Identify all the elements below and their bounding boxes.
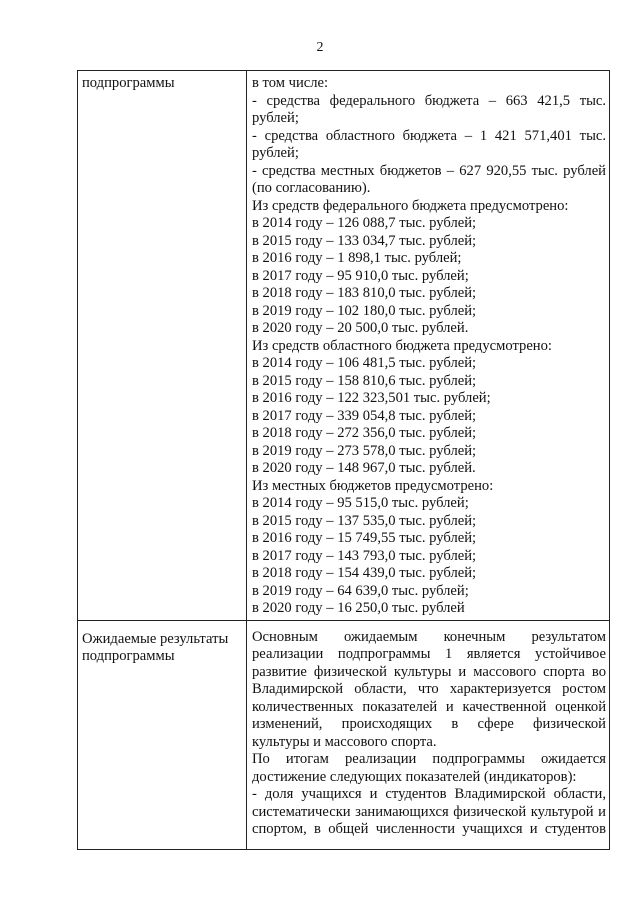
content-line: реализации подпрограммы 1 является устойчивое: [252, 646, 606, 662]
content-line: в 2019 году – 273 578,0 тыс. рублей;: [252, 442, 477, 459]
table-body: [78, 71, 610, 850]
content-line: Из средств федерального бюджета предусмотрено:: [252, 197, 569, 214]
content-line: количественных показателей и качественной оценкой: [252, 698, 606, 715]
row-label-line: подпрограммы: [82, 75, 175, 91]
content-line: в 2018 году – 183 810,0 тыс. рублей;: [252, 285, 477, 301]
content-line: в 2014 году – 95 515,0 тыс. рублей;: [252, 495, 469, 511]
table-row: [78, 620, 610, 849]
content-line: в 2017 году – 339 054,8 тыс. рублей;: [252, 407, 477, 424]
content-line: рублей;: [252, 145, 299, 161]
content-line: в 2016 году – 1 898,1 тыс. рублей;: [252, 250, 462, 266]
content-line: в 2017 году – 143 793,0 тыс. рублей;: [252, 547, 477, 564]
content-line: спортом, в общей численности учащихся и студентов: [252, 821, 606, 837]
content-line: в 2020 году – 148 967,0 тыс. рублей.: [252, 460, 476, 476]
content-line: Основным ожидаемым конечным результатом: [252, 628, 606, 645]
content-line: в 2014 году – 126 088,7 тыс. рублей;: [252, 215, 477, 231]
content-line: Из местных бюджетов предусмотрено:: [252, 477, 494, 494]
content-line: культуры и массового спорта.: [252, 733, 437, 750]
content-line: в 2016 году – 15 749,55 тыс. рублей;: [252, 530, 477, 546]
content-line: в 2014 году – 106 481,5 тыс. рублей;: [252, 355, 477, 371]
content-line: (по согласованию).: [252, 180, 371, 196]
content-line: изменений, происходящих в сфере физической: [252, 716, 606, 732]
content-line: в 2018 году – 154 439,0 тыс. рублей;: [252, 565, 477, 581]
content-line: Из средств областного бюджета предусмотрено:: [252, 337, 552, 354]
content-line: в 2015 году – 137 535,0 тыс. рублей;: [252, 512, 477, 529]
content-line: систематически занимающихся физической культурой и: [252, 803, 606, 820]
content-line: в 2019 году – 102 180,0 тыс. рублей;: [252, 302, 477, 319]
row-label-cell: [78, 620, 247, 849]
page-number: 2: [316, 40, 324, 55]
content-line: - средства федерального бюджета – 663 421,5 тыс.: [252, 92, 606, 109]
content-line: в 2018 году – 272 356,0 тыс. рублей;: [252, 425, 477, 441]
content-line: в 2017 году – 95 910,0 тыс. рублей;: [252, 267, 469, 284]
row-content-cell: [247, 71, 610, 621]
content-line: - доля учащихся и студентов Владимирской области,: [252, 786, 606, 802]
content-line: в 2020 году – 20 500,0 тыс. рублей.: [252, 320, 469, 336]
content-line: в 2015 году – 158 810,6 тыс. рублей;: [252, 372, 477, 389]
row-label-cell: [78, 71, 247, 621]
content-line: в 2020 году – 16 250,0 тыс. рублей: [252, 600, 465, 616]
row-label-line: Ожидаемые результаты: [82, 630, 229, 647]
content-line: рублей;: [252, 110, 299, 126]
table-row: [78, 71, 610, 621]
row-label-line: подпрограммы: [82, 648, 175, 664]
content-line: Владимирской области, что характеризуется ростом: [252, 681, 606, 697]
content-line: в 2016 году – 122 323,501 тыс. рублей;: [252, 390, 491, 406]
content-line: развитие физической культуры и массового спорта во: [252, 663, 606, 680]
content-line: в том числе:: [252, 75, 329, 91]
content-line: в 2019 году – 64 639,0 тыс. рублей;: [252, 582, 469, 599]
content-line: в 2015 году – 133 034,7 тыс. рублей;: [252, 232, 477, 249]
program-passport-table: [77, 70, 610, 850]
row-content-cell: [247, 620, 610, 849]
content-line: - средства местных бюджетов – 627 920,55 тыс. рублей: [252, 162, 606, 179]
content-line: По итогам реализации подпрограммы ожидается: [252, 751, 606, 767]
content-line: достижение следующих показателей (индикаторов):: [252, 768, 577, 785]
content-line: - средства областного бюджета – 1 421 571,401 тыс.: [252, 127, 606, 144]
